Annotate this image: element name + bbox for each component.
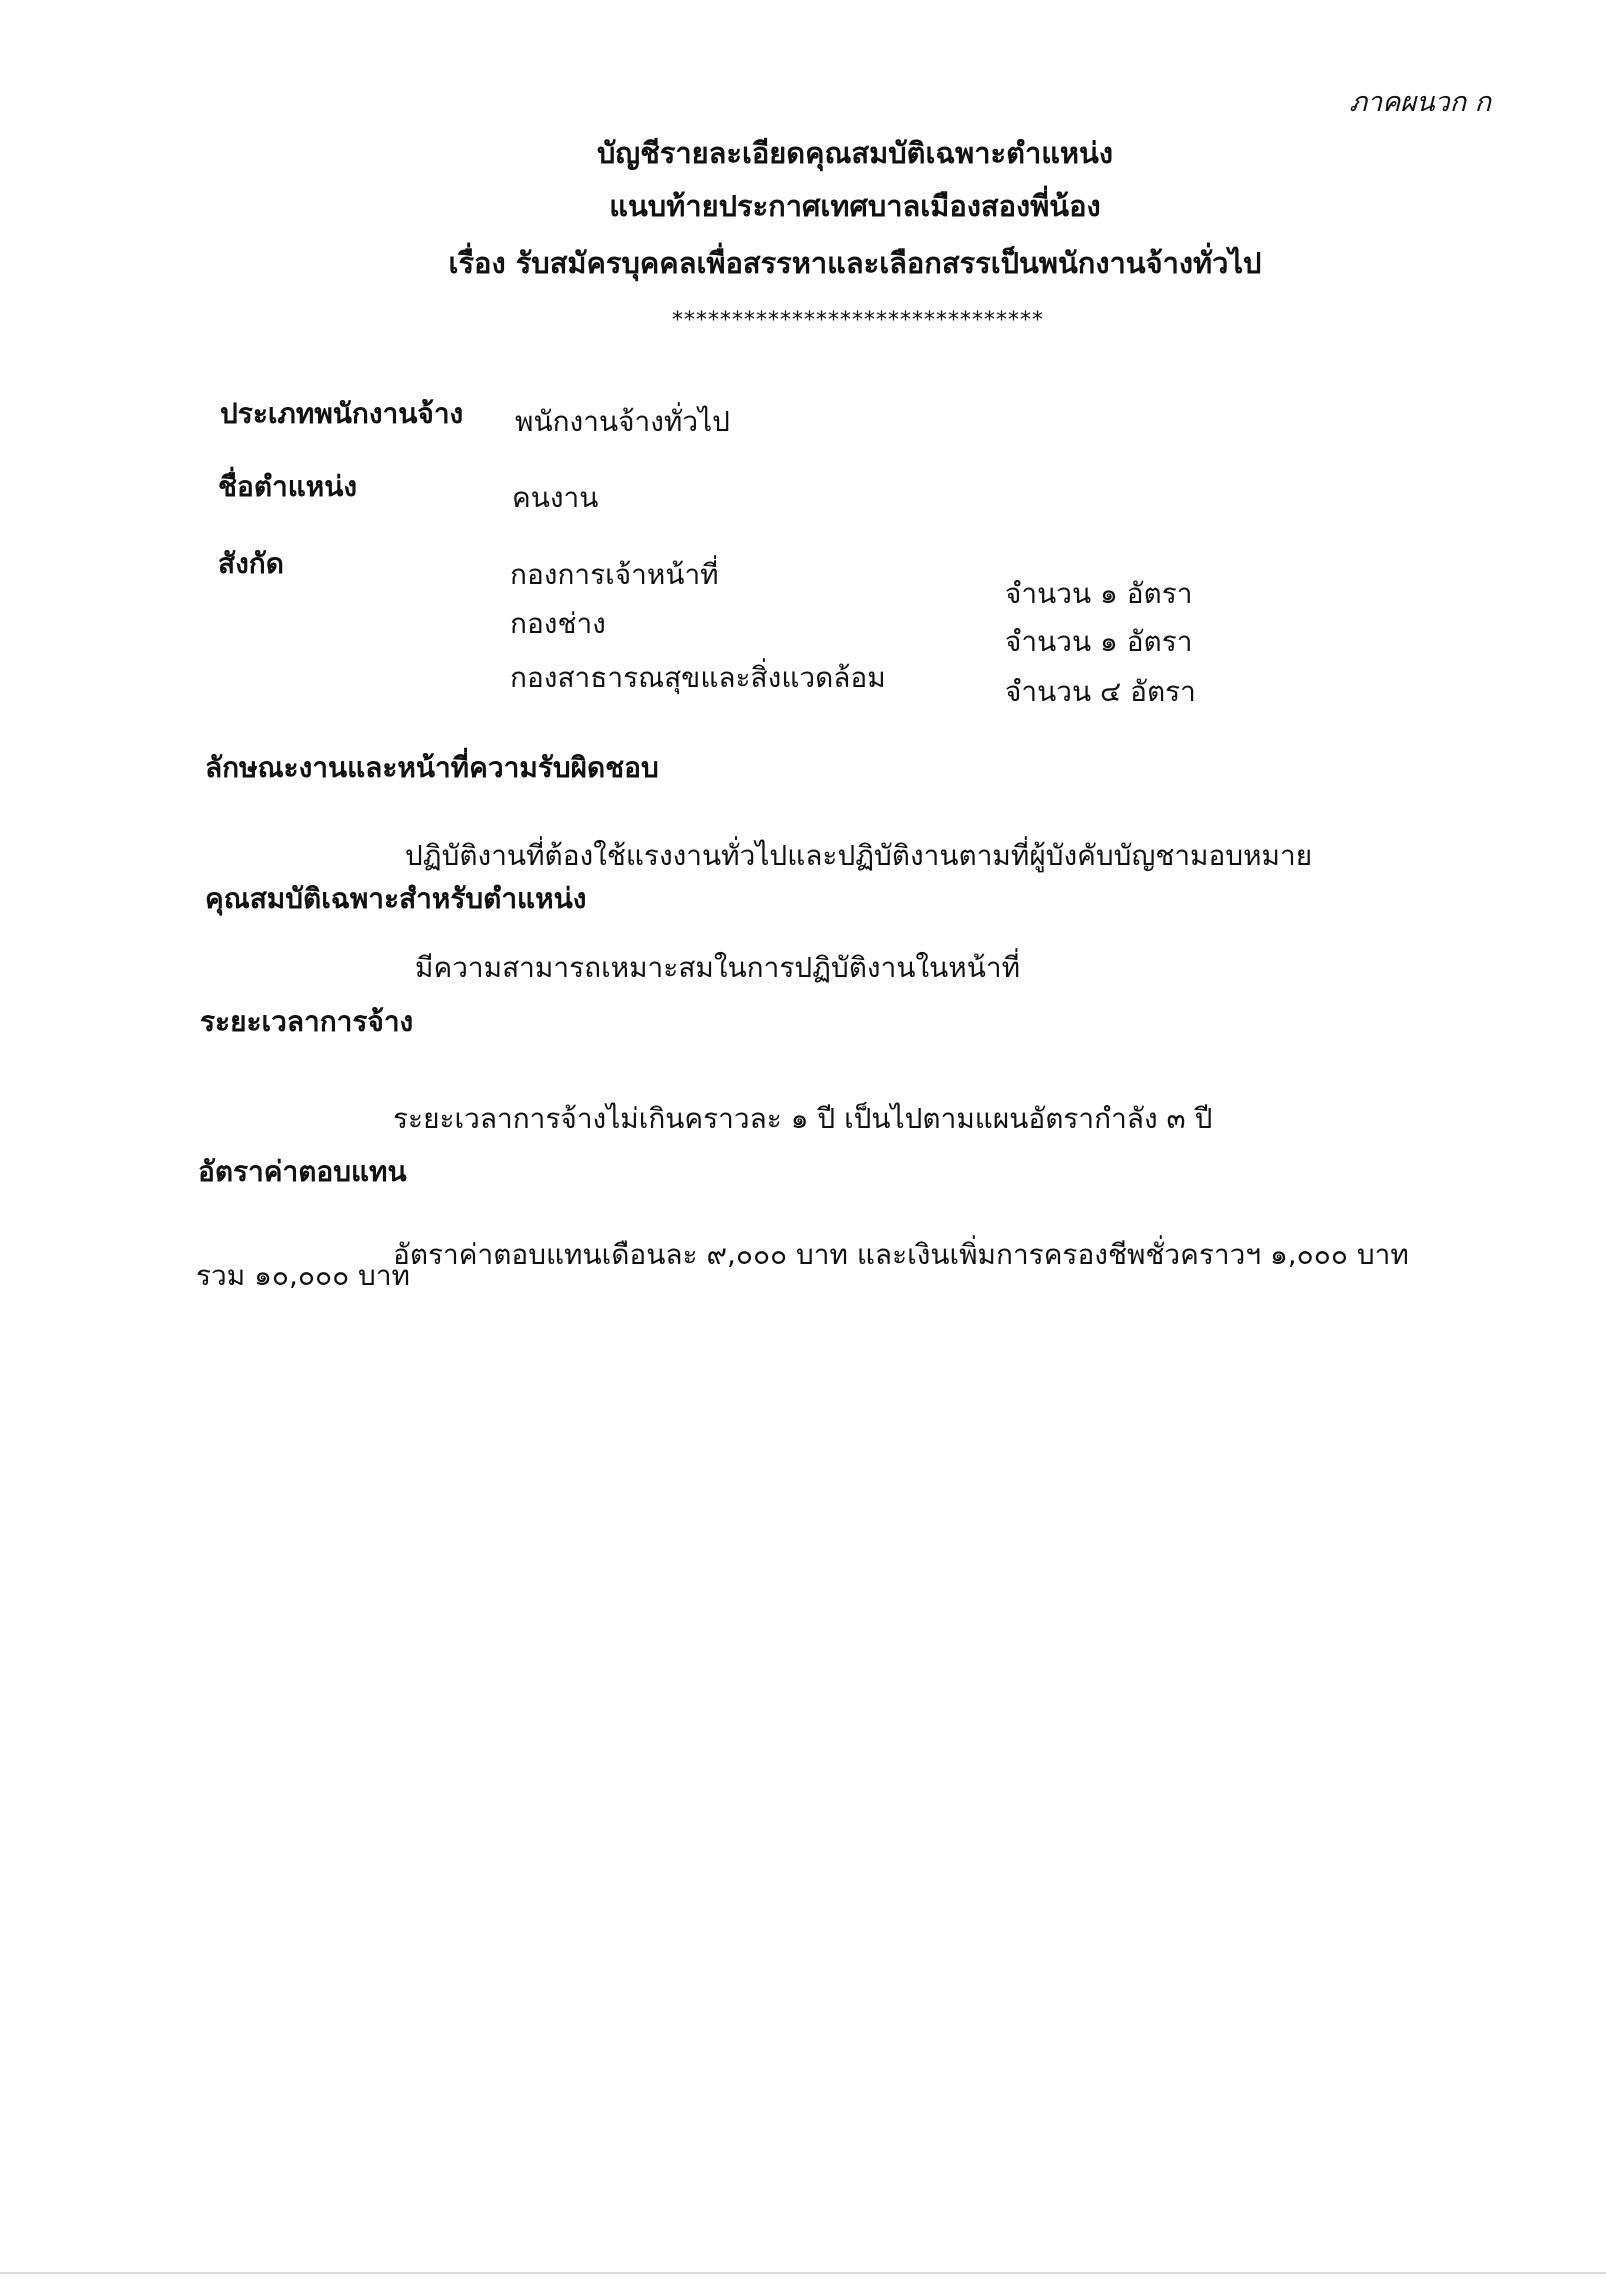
section-body-qualifications: มีความสามารถเหมาะสมในการปฏิบัติงานในหน้าที่ (415, 951, 1021, 984)
section-heading-compensation: อัตราค่าตอบแทน (198, 1155, 407, 1188)
scan-edge-line (0, 2272, 1606, 2274)
affiliation-unit-count: จำนวน ๑ อัตรา (1005, 625, 1193, 658)
section-heading-employment-period: ระยะเวลาการจ้าง (200, 1005, 414, 1038)
document-title-line-3: เรื่อง รับสมัครบุคคลเพื่อสรรหาและเลือกสรรเป็นพนักงานจ้างทั่วไป (448, 246, 1262, 280)
affiliation-unit-name: กองช่าง (510, 607, 606, 640)
separator-line: ******************************* (672, 308, 1044, 333)
document-title-line-2: แนบท้ายประกาศเทศบาลเมืองสองพี่น้อง (609, 189, 1101, 223)
appendix-label: ภาคผนวก ก (1349, 87, 1491, 118)
section-heading-qualifications: คุณสมบัติเฉพาะสำหรับตำแหน่ง (205, 882, 587, 915)
affiliation-label: สังกัด (218, 547, 284, 580)
position-label: ชื่อตำแหน่ง (218, 470, 358, 503)
affiliation-unit-name: กองสาธารณสุขและสิ่งแวดล้อม (510, 661, 886, 694)
section-body-duties: ปฏิบัติงานที่ต้องใช้แรงงานทั่วไปและปฏิบัติงานตามที่ผู้บังคับบัญชามอบหมาย (405, 839, 1313, 872)
affiliation-unit-count: จำนวน ๑ อัตรา (1005, 577, 1193, 610)
document-title-line-1: บัญชีรายละเอียดคุณสมบัติเฉพาะตำแหน่ง (596, 136, 1114, 170)
section-body-compensation: อัตราค่าตอบแทนเดือนละ ๙,๐๐๐ บาท และเงินเพิ่มการครองชีพชั่วคราวฯ ๑,๐๐๐ บาท (393, 1238, 1409, 1271)
affiliation-unit-count: จำนวน ๔ อัตรา (1005, 675, 1196, 708)
position-value: คนงาน (512, 481, 599, 514)
section-heading-duties: ลักษณะงานและหน้าที่ความรับผิดชอบ (205, 751, 659, 784)
employee-type-label: ประเภทพนักงานจ้าง (220, 397, 464, 430)
section-body-compensation-total: รวม ๑๐,๐๐๐ บาท (196, 1259, 411, 1292)
affiliation-unit-name: กองการเจ้าหน้าที่ (510, 558, 719, 591)
section-body-employment-period: ระยะเวลาการจ้างไม่เกินคราวละ ๑ ปี เป็นไปตามแผนอัตรากำลัง ๓ ปี (393, 1102, 1213, 1135)
employee-type-value: พนักงานจ้างทั่วไป (515, 405, 730, 438)
